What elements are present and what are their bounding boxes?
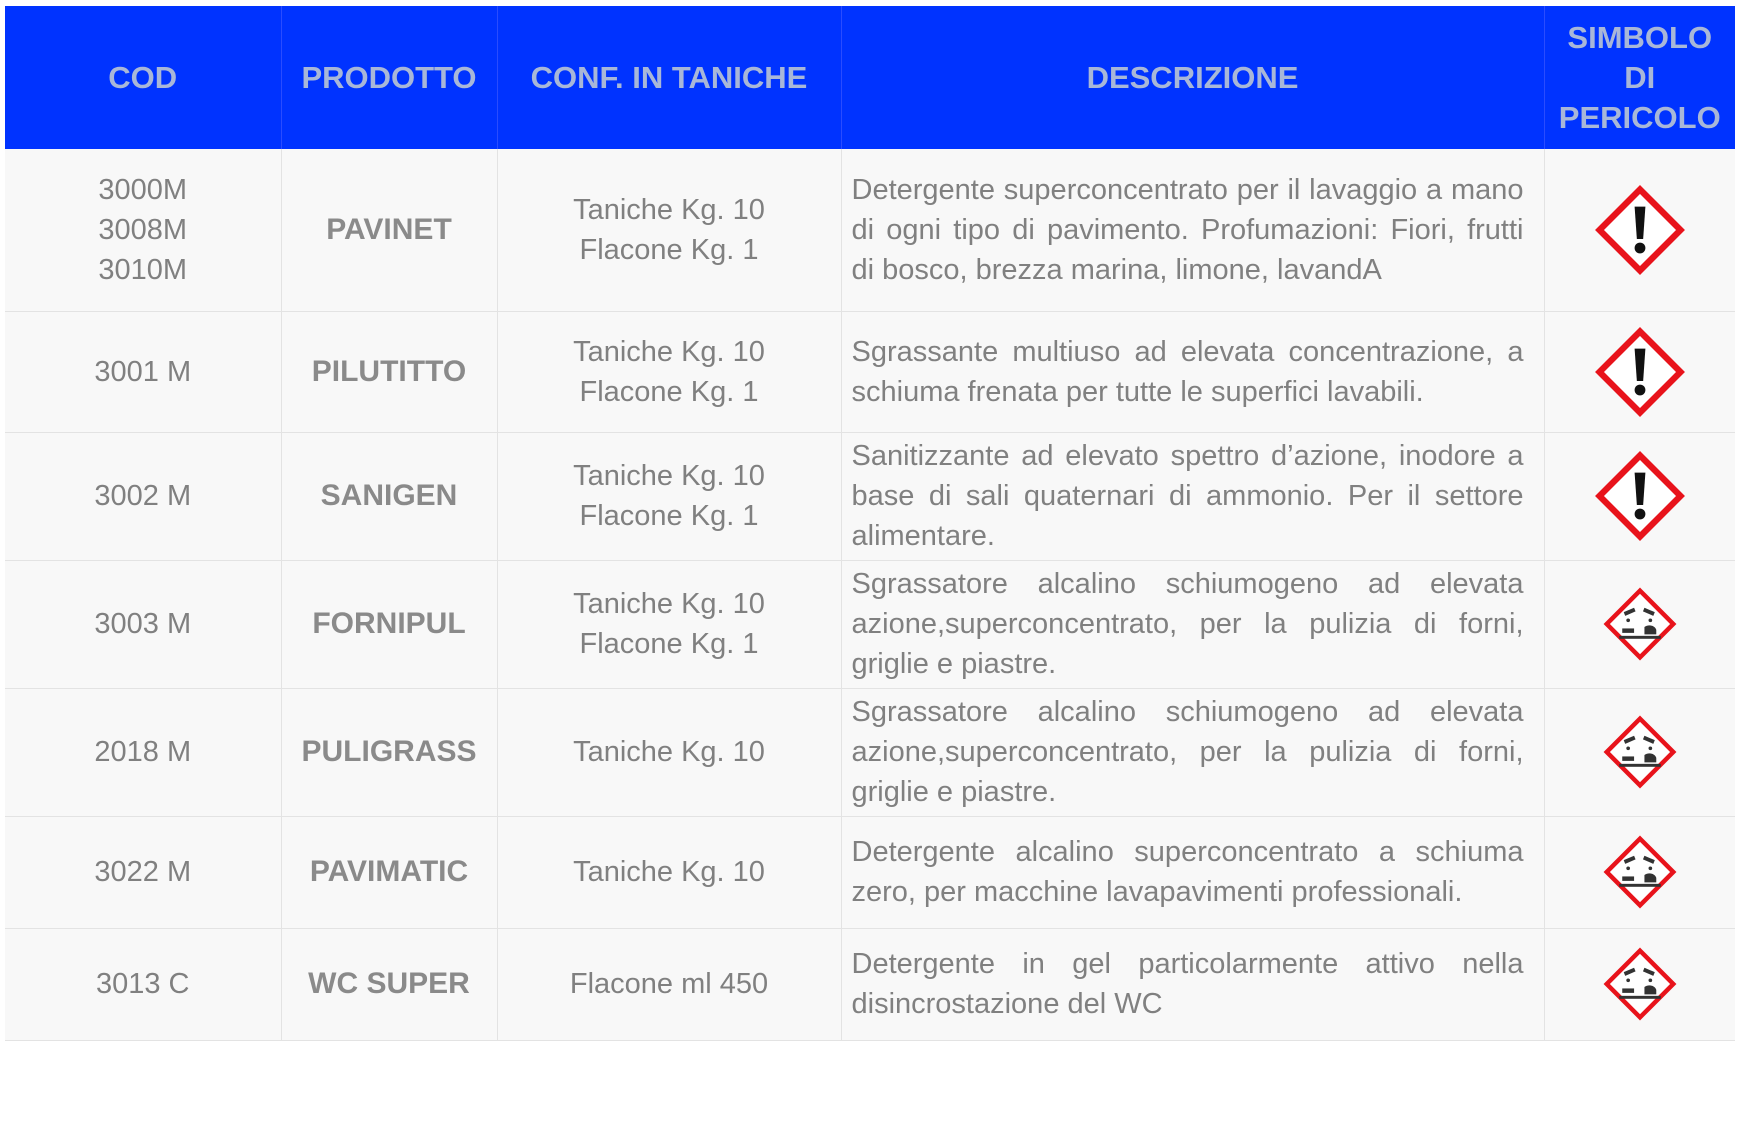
cell-prodotto: SANIGEN [281, 432, 497, 560]
hazard-symbol [1595, 185, 1685, 275]
hazard-symbol [1603, 947, 1677, 1021]
cod-value: 3008M [98, 213, 188, 246]
cell-simbolo [1544, 688, 1735, 816]
hazard-symbol [1603, 587, 1677, 661]
cell-descrizione: Sgrassante multiuso ad elevata concentrazione, a schiuma frenata per tutte le superfici lavabili. [841, 311, 1544, 432]
conf-value: Flacone Kg. 1 [579, 500, 759, 532]
cod-value: 3013 C [95, 968, 190, 1000]
conf-value: Flacone Kg. 1 [579, 375, 759, 408]
cell-conf [497, 149, 841, 311]
cell-descrizione: Detergente alcalino superconcentrato a schiuma zero, per macchine lavapavimenti professionali. [841, 816, 1544, 928]
conf-value: Flacone Kg. 1 [579, 233, 759, 266]
cell-prodotto: PAVINET [281, 149, 497, 311]
cod-value: 3010M [98, 253, 188, 286]
corrosive-hazard-icon [1603, 835, 1677, 909]
conf-value: Taniche Kg. 10 [573, 736, 765, 768]
exclamation-mark-hazard-icon [1595, 327, 1685, 417]
table-row [5, 560, 1735, 688]
cell-descrizione: Detergente in gel particolarmente attivo nella disincrostazione del WC [841, 928, 1544, 1040]
conf-value: Taniche Kg. 10 [573, 856, 765, 888]
cell-simbolo [1544, 560, 1735, 688]
cod-value: 3003 M [94, 608, 192, 640]
cell-conf [497, 816, 841, 928]
cell-cod [5, 816, 281, 928]
cell-conf [497, 432, 841, 560]
corrosive-hazard-icon [1603, 715, 1677, 789]
cod-value: 3001 M [94, 355, 192, 388]
cell-prodotto: PILUTITTO [281, 311, 497, 432]
exclamation-mark-hazard-icon [1595, 185, 1685, 275]
header-simbolo-line: DI [1624, 59, 1656, 95]
corrosive-hazard-icon [1603, 947, 1677, 1021]
cell-cod [5, 928, 281, 1040]
cell-prodotto: PAVIMATIC [281, 816, 497, 928]
cell-cod [5, 149, 281, 311]
cell-conf [497, 928, 841, 1040]
cod-value: 3002 M [94, 480, 192, 512]
table-row [5, 432, 1735, 560]
header-simbolo-line: SIMBOLO [1567, 19, 1713, 55]
cell-simbolo [1544, 816, 1735, 928]
cell-cod [5, 432, 281, 560]
table-row [5, 688, 1735, 816]
cell-simbolo [1544, 928, 1735, 1040]
cell-simbolo [1544, 311, 1735, 432]
cod-value: 2018 M [94, 736, 192, 768]
header-simbolo [1544, 6, 1735, 149]
cod-value: 3000M [98, 173, 188, 206]
conf-value: Flacone ml 450 [569, 968, 769, 1000]
product-table-container [5, 6, 1735, 1041]
cell-cod [5, 688, 281, 816]
cell-descrizione: Sanitizzante ad elevato spettro d’azione, inodore a base di sali quaternari di ammonio. Per il settore alimentare. [841, 432, 1544, 560]
cell-prodotto: WC SUPER [281, 928, 497, 1040]
table-row [5, 928, 1735, 1040]
conf-value: Taniche Kg. 10 [573, 460, 765, 492]
header-cod: COD [5, 6, 281, 149]
conf-value: Taniche Kg. 10 [573, 588, 765, 620]
header-prodotto: PRODOTTO [281, 6, 497, 149]
cell-conf [497, 311, 841, 432]
cell-cod [5, 560, 281, 688]
table-row [5, 311, 1735, 432]
cell-descrizione: Sgrassatore alcalino schiumogeno ad elevata azione,superconcentrato, per la pulizia di forni, griglie e piastre. [841, 560, 1544, 688]
header-conf: CONF. IN TANICHE [497, 6, 841, 149]
exclamation-mark-hazard-icon [1595, 451, 1685, 541]
cell-conf [497, 688, 841, 816]
header-simbolo-line: PERICOLO [1558, 99, 1721, 135]
conf-value: Taniche Kg. 10 [573, 335, 765, 368]
table-row [5, 816, 1735, 928]
conf-value: Flacone Kg. 1 [579, 628, 759, 660]
cell-descrizione: Detergente superconcentrato per il lavaggio a mano di ogni tipo di pavimento. Profumazioni: Fiori, frutti di bosco, brezza marina, limone, lavandA [841, 149, 1544, 311]
cell-prodotto: FORNIPUL [281, 560, 497, 688]
table-row [5, 149, 1735, 311]
hazard-symbol [1603, 835, 1677, 909]
cell-cod [5, 311, 281, 432]
header-row [5, 6, 1735, 149]
table-body [5, 149, 1735, 1040]
cell-conf [497, 560, 841, 688]
cell-simbolo [1544, 432, 1735, 560]
cell-descrizione: Sgrassatore alcalino schiumogeno ad elevata azione,superconcentrato, per la pulizia di forni, griglie e piastre. [841, 688, 1544, 816]
cell-prodotto: PULIGRASS [281, 688, 497, 816]
conf-value: Taniche Kg. 10 [573, 193, 765, 226]
cell-simbolo [1544, 149, 1735, 311]
hazard-symbol [1595, 327, 1685, 417]
cod-value: 3022 M [94, 856, 192, 888]
hazard-symbol [1603, 715, 1677, 789]
hazard-symbol [1595, 451, 1685, 541]
table-header [5, 6, 1735, 149]
corrosive-hazard-icon [1603, 587, 1677, 661]
product-table [5, 6, 1735, 1041]
header-descrizione: DESCRIZIONE [841, 6, 1544, 149]
